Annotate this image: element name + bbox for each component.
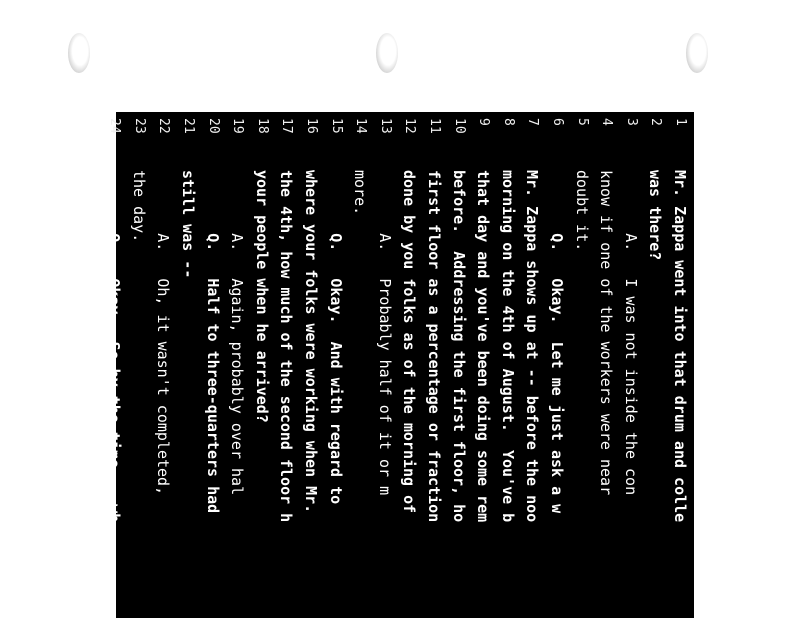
line-text: Q. Okay. Let me just ask a w	[548, 170, 566, 514]
line-number: 3	[623, 118, 639, 126]
line-text: was there?	[646, 170, 665, 261]
line-number: 4	[599, 118, 615, 126]
transcript-line	[127, 112, 151, 618]
transcript-line	[594, 112, 618, 618]
line-text: A. Oh, it wasn't completed,	[154, 170, 173, 496]
transcript-line	[250, 112, 274, 618]
line-number: 1	[673, 118, 688, 126]
line-text: before. Addressing the first floor, ho	[449, 170, 468, 523]
line-number: 10	[451, 118, 467, 134]
line-number: 24	[107, 118, 123, 134]
transcript-line	[619, 112, 643, 618]
line-number: 5	[574, 118, 590, 126]
transcript-line	[447, 112, 471, 618]
transcript-page	[105, 112, 694, 618]
transcript-line	[201, 112, 225, 618]
transcript-line	[520, 112, 544, 618]
line-number: 9	[476, 118, 492, 126]
transcript-line	[643, 112, 667, 618]
line-text: Q. Okay. And with regard to	[326, 170, 345, 505]
line-text: doubt it.	[572, 170, 591, 252]
transcript-line	[348, 112, 372, 618]
line-number: 19	[230, 118, 246, 134]
transcript-line	[570, 112, 594, 618]
line-text: A. I was not inside the con	[621, 170, 640, 496]
line-text: the day.	[129, 170, 148, 243]
line-number: 23	[131, 118, 147, 134]
transcript-line	[397, 112, 421, 618]
transcript-line	[373, 112, 397, 618]
line-text: Q. Half to three-quarters had	[203, 170, 222, 514]
line-text: Mr. Zappa shows up at -- before the noo	[523, 170, 542, 523]
line-number: 15	[328, 118, 344, 134]
line-text: still was --	[179, 170, 197, 279]
line-text: the 4th, how much of the second floor h	[277, 170, 296, 523]
line-text: Q. Okay. So by the time -- wh	[105, 170, 124, 523]
transcript-line	[274, 112, 298, 618]
line-text: first floor as a percentage or fraction	[425, 170, 443, 523]
line-number: 14	[353, 118, 369, 134]
line-number: 11	[427, 118, 442, 134]
line-text: done by you folks as of the morning of	[400, 170, 419, 514]
line-text: A. Again, probably over hal	[228, 170, 247, 496]
line-number: 21	[181, 118, 196, 134]
transcript-line	[176, 112, 200, 618]
transcript-line	[471, 112, 495, 618]
transcript-line	[151, 112, 175, 618]
line-text: where your folks were working when Mr.	[302, 170, 320, 514]
line-number: 13	[377, 118, 393, 134]
binder-hole	[68, 33, 90, 73]
transcript-line	[668, 112, 692, 618]
line-number: 7	[525, 118, 541, 126]
transcript-line	[225, 112, 249, 618]
line-number: 17	[279, 118, 295, 134]
transcript-line	[422, 112, 446, 618]
line-number: 22	[156, 118, 172, 134]
binder-hole	[376, 33, 398, 73]
line-text: know if one of the workers were near	[597, 170, 616, 496]
line-number: 8	[500, 118, 516, 126]
binder-hole	[686, 33, 708, 73]
line-text: Mr. Zappa went into that drum and colle	[671, 170, 689, 523]
line-number: 6	[550, 118, 565, 126]
line-text: more.	[351, 170, 370, 216]
transcript-line	[324, 112, 348, 618]
line-number: 12	[402, 118, 418, 134]
line-text: that day and you've been doing some rem	[474, 170, 493, 523]
line-number: 18	[254, 118, 270, 134]
line-number: 2	[648, 118, 664, 126]
transcript-line	[299, 112, 323, 618]
line-text: morning on the 4th of August. You've b	[498, 170, 517, 523]
line-number: 20	[205, 118, 221, 134]
transcript-line	[545, 112, 569, 618]
line-text: your people when he arrived?	[252, 170, 271, 423]
line-number: 16	[304, 118, 319, 134]
transcript-line	[496, 112, 520, 618]
transcript-line	[102, 112, 126, 618]
line-text: A. Probably half of it or m	[375, 170, 394, 496]
